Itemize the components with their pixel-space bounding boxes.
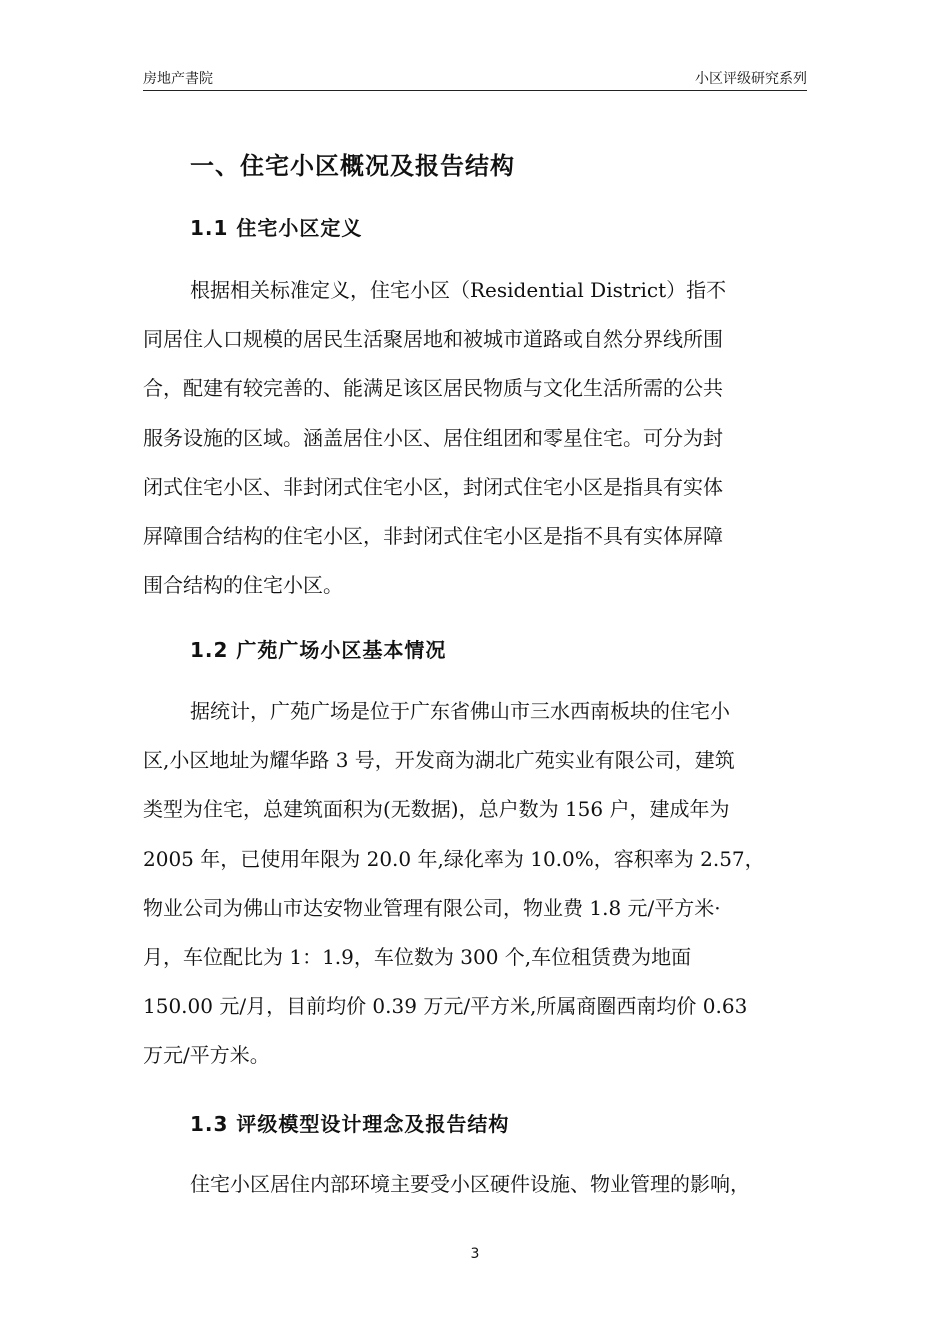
header-publisher: 房地产書院 (143, 71, 213, 87)
text-line: 屏障围合结构的住宅小区，非封闭式住宅小区是指不具有实体屏障 (143, 523, 723, 548)
text-line: 服务设施的区域。涵盖居住小区、居住组团和零星住宅。可分为封 (143, 425, 723, 450)
page-header (143, 66, 807, 91)
text-line: 区,小区地址为耀华路 3 号，开发商为湖北广苑实业有限公司，建筑 (143, 748, 735, 773)
text-line: 根据相关标准定义，住宅小区（Residential District）指不 (190, 278, 727, 302)
section-paragraph-1-2 (143, 687, 807, 1081)
section-paragraph-1-3 (143, 1160, 807, 1209)
chapter-title: 一、住宅小区概况及报告结构 (190, 152, 515, 180)
header-series: 小区评级研究系列 (695, 71, 807, 87)
section-paragraph-1-1 (143, 266, 807, 610)
section-heading-1-2: 1.2 广苑广场小区基本情况 (190, 638, 447, 662)
section-heading-1-3: 1.3 评级模型设计理念及报告结构 (190, 1112, 510, 1136)
text-line: 物业公司为佛山市达安物业管理有限公司，物业费 1.8 元/平方米· (143, 895, 721, 920)
text-line: 围合结构的住宅小区。 (143, 573, 343, 598)
text-line: 住宅小区居住内部环境主要受小区硬件设施、物业管理的影响， (190, 1172, 750, 1196)
text-line: 合，配建有较完善的、能满足该区居民物质与文化生活所需的公共 (143, 376, 723, 401)
text-line: 同居住人口规模的居民生活聚居地和被城市道路或自然分界线所围 (143, 327, 723, 352)
section-heading-1-1: 1.1 住宅小区定义 (190, 216, 363, 240)
text-line: 150.00 元/月，目前均价 0.39 万元/平方米,所属商圈西南均价 0.63 (143, 994, 748, 1019)
text-line: 月，车位配比为 1：1.9，车位数为 300 个,车位租赁费为地面 (143, 944, 692, 969)
page-number: 3 (470, 1246, 480, 1262)
text-line: 万元/平方米。 (143, 1043, 270, 1068)
text-line: 2005 年，已使用年限为 20.0 年,绿化率为 10.0%，容积率为 2.57， (143, 846, 765, 871)
text-line: 类型为住宅，总建筑面积为(无数据)，总户数为 156 户，建成年为 (143, 797, 730, 822)
text-line: 闭式住宅小区、非封闭式住宅小区，封闭式住宅小区是指具有实体 (143, 474, 723, 499)
text-line: 据统计，广苑广场是位于广东省佛山市三水西南板块的住宅小 (190, 699, 730, 723)
